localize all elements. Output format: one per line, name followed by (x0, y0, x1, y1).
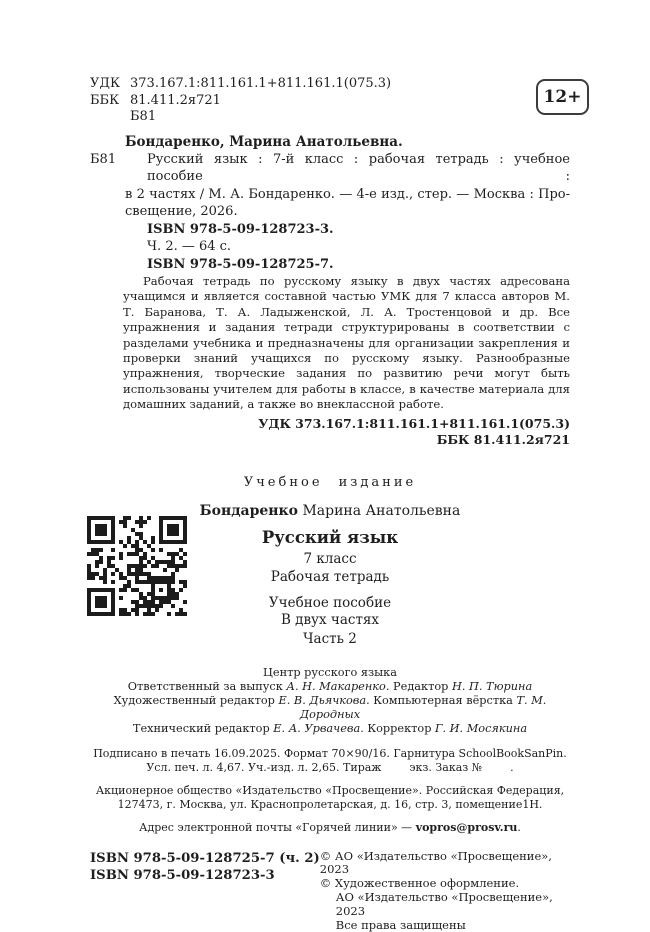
footer-isbn-set: ISBN 978-5-09-128723-3 (90, 867, 275, 883)
credits-line (90, 694, 570, 722)
copyright-line: Все права защищены (335, 917, 466, 932)
udk-line (90, 76, 570, 93)
bbk-value: 81.411.2я721 (130, 92, 221, 108)
credit-role: Корректор (363, 722, 436, 736)
edition-part-number: Часть 2 (303, 630, 357, 647)
bbk-label: ББК (90, 92, 120, 108)
email-prefix: Адрес электронной почты «Горячей линии» — (139, 820, 416, 834)
credit-name: Г. И. Мосякина (435, 722, 528, 736)
edition-type: Учебное пособие (268, 594, 392, 611)
bbk-line (90, 93, 570, 110)
cip-part-info: Ч. 2. — 64 с. (147, 239, 232, 254)
udk-label: УДК (90, 76, 121, 91)
publisher-line-2: 127473, г. Москва, ул. Краснопролетарская, д. 16, стр. 3, помещение1Н. (117, 797, 543, 811)
copyright-line: © АО «Издательство «Просвещение», 2023 (319, 848, 552, 877)
cip-desc-line: в 2 частях / М. А. Бондаренко. — 4-е изд., стер. — Москва : Про- (125, 186, 570, 202)
credit-role: Редактор (389, 679, 452, 693)
edition-parts: В двух частях (280, 611, 380, 628)
qr-code (87, 516, 187, 616)
edition-kind-heading: Учебное издание (243, 474, 417, 490)
footer-copyright (320, 850, 570, 932)
credit-name: Т. М. Дородных (299, 694, 547, 722)
publisher-address (90, 784, 570, 812)
footer-isbn-part: ISBN 978-5-09-128725-7 (ч. 2) (90, 850, 320, 866)
cip-description (90, 151, 570, 274)
staff-credits (90, 666, 570, 737)
credit-role: Художественный редактор (113, 694, 279, 708)
credit-name: Н. П. Тюрина (451, 679, 533, 693)
credit-name: Е. В. Дьячкова. (278, 694, 370, 708)
bbk-right: ББК 81.411.2я721 (436, 431, 570, 447)
credits-line (90, 680, 570, 694)
age-rating-badge: 12+ (536, 79, 589, 115)
edition-author-given: Марина Анатольевна (302, 502, 461, 519)
imprint-line-2: Усл. печ. л. 4,67. Уч.-изд. л. 2,65. Тираж экз. Заказ № . (146, 760, 514, 774)
author-sign: Б81 (130, 109, 157, 124)
credit-role: Ответственный за выпуск (127, 679, 287, 693)
copyright-line: АО «Издательство «Просвещение», 2023 (335, 890, 553, 918)
cip-block (90, 134, 570, 448)
credits-line (90, 722, 570, 736)
edition-author-surname: Бондаренко (199, 502, 298, 519)
credit-role: Технический редактор (132, 722, 274, 736)
hotline-email: vopros@prosv.ru (415, 820, 518, 834)
publisher-line-1: Акционерное общество «Издательство «Просвещение». Российская Федерация, (95, 783, 565, 797)
imprint-line-1: Подписано в печать 16.09.2025. Формат 70×90/16. Гарнитура SchoolBookSanPin. (93, 746, 567, 760)
print-imprint (90, 747, 570, 775)
credit-name: А. Н. Макаренко. (286, 679, 390, 693)
credit-role: Компьютерная вёрстка (369, 694, 517, 708)
footer (90, 850, 570, 932)
credits-center-name: Центр русского языка (263, 665, 397, 679)
footer-isbns (90, 850, 320, 884)
cip-isbn-1: ISBN 978-5-09-128723-3. (147, 221, 334, 237)
email-suffix: . (517, 820, 521, 834)
cip-author-sign: Б81 (90, 151, 117, 167)
edition-grade: 7 класс (303, 550, 357, 567)
credit-name: Е. А. Урвачева. (273, 722, 364, 736)
cip-desc-line: свещение, 2026. (125, 204, 238, 219)
udk-value: 373.167.1:811.161.1+811.161.1(075.3) (130, 76, 392, 91)
cataloging-codes (90, 76, 570, 126)
edition-title: Русский язык (261, 527, 399, 547)
edition-block (90, 502, 570, 652)
cip-author: Бондаренко, Марина Анатольевна. (125, 133, 403, 150)
copyright-line: © Художественное оформление. (319, 876, 520, 891)
annotation-paragraph: Рабочая тетрадь по русскому языку в двух частях адресована учащимся и является составной частью УМК для 7 класса авторов М. Т. Баранова, Т. А. Ладыженской, Л. А. Тростенцовой и др. Все упражнения и задания тетради структурированы в соответствии с разделами учебника и предназначены для организации закрепления и проверки знаний учащихся по русскому языку. Разнообразные упражнения, творческие задания по развитию речи могут быть использованы учителем для работы в классе, в качестве материала для домашних заданий, а также во внеклассной работе. (123, 274, 570, 412)
cip-desc-line: Русский язык : 7-й класс : рабочая тетрадь : учебное пособие : (147, 151, 570, 184)
cip-isbn-2: ISBN 978-5-09-128725-7. (147, 256, 334, 272)
edition-subtitle: Рабочая тетрадь (270, 568, 390, 585)
page-content (90, 76, 570, 932)
udk-right: УДК 373.167.1:811.161.1+811.161.1(075.3) (258, 415, 570, 431)
hotline-email-line (90, 821, 570, 835)
